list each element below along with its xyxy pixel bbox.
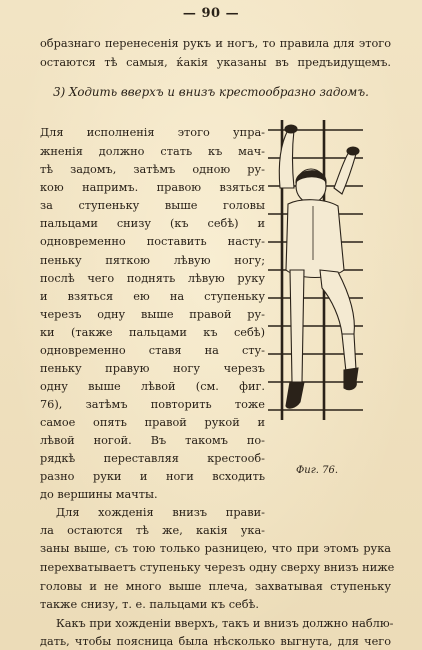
column-line: до вершины мачты. <box>40 488 158 501</box>
body-line: головы и не много выше плеча, захватывая ступеньку <box>40 580 391 593</box>
page-number: — 90 — <box>182 6 240 21</box>
column-line: ки (также пальцами къ себѣ) <box>40 326 265 339</box>
column-line: одновременно ставя на сту- <box>40 344 265 357</box>
column-line: рядкѣ переставляя крестооб- <box>40 452 265 465</box>
body-line: перехватываетъ ступеньку черезъ одну сверху внизъ ниже <box>40 561 395 574</box>
column-line: одну выше лѣвой (см. фиг. <box>40 380 265 393</box>
column-line: послѣ чего поднять лѣвую руку <box>40 272 265 285</box>
column-line: разно руки и ноги всходить <box>40 470 265 483</box>
column-line: пеньку правую ногу черезъ <box>40 362 265 375</box>
column-line: жненія должно стать къ мач- <box>40 145 265 158</box>
body-line: заны выше, съ тою только разницею, что при этомъ рука <box>40 542 391 555</box>
column-line: Для исполненія этого упра- <box>40 126 265 139</box>
intro-line-2: остаются тѣ самыя, ќакія указаны въ предъидущемъ. <box>40 56 391 69</box>
column-line: лѣвой ногой. Въ такомъ по- <box>40 434 265 447</box>
column-line: пеньку пяткою лѣвую ногу; <box>40 254 265 267</box>
column-line: и взяться ею на ступеньку <box>40 290 265 303</box>
climber-illustration <box>258 120 388 450</box>
body-line: Какъ при хожденіи вверхъ, такъ и внизъ должно наблю- <box>56 617 394 630</box>
section-heading: 3) Ходить вверхъ и внизъ крестообразно задомъ. <box>53 85 369 99</box>
figure-caption: Фиг. 76. <box>296 465 339 476</box>
column-line: 76), затѣмъ повторить тоже <box>40 398 265 411</box>
column-line: тѣ задомъ, затѣмъ одною ру- <box>40 163 265 176</box>
body-line: также снизу, т. е. пальцами къ себѣ. <box>40 598 259 611</box>
column-line: кою напримъ. правою взяться <box>40 181 265 194</box>
column-line: пальцами снизу (къ себѣ) и <box>40 217 265 230</box>
body-line: дать, чтобы поясница была нѣсколько выгнута, для чего <box>40 635 391 648</box>
column-line: самое опять правой рукой и <box>40 416 265 429</box>
column-line: черезъ одну выше правой ру- <box>40 308 265 321</box>
column-line: одновременно поставить насту- <box>40 235 265 248</box>
column-line: Для хожденія внизъ прави- <box>56 506 265 519</box>
intro-line-1: образнаго перенесенія рукъ и ногъ, то правила для этого <box>40 37 391 50</box>
column-line: за ступеньку выше головы <box>40 199 265 212</box>
column-line: ла остаются тѣ же, какія ука- <box>40 524 265 537</box>
